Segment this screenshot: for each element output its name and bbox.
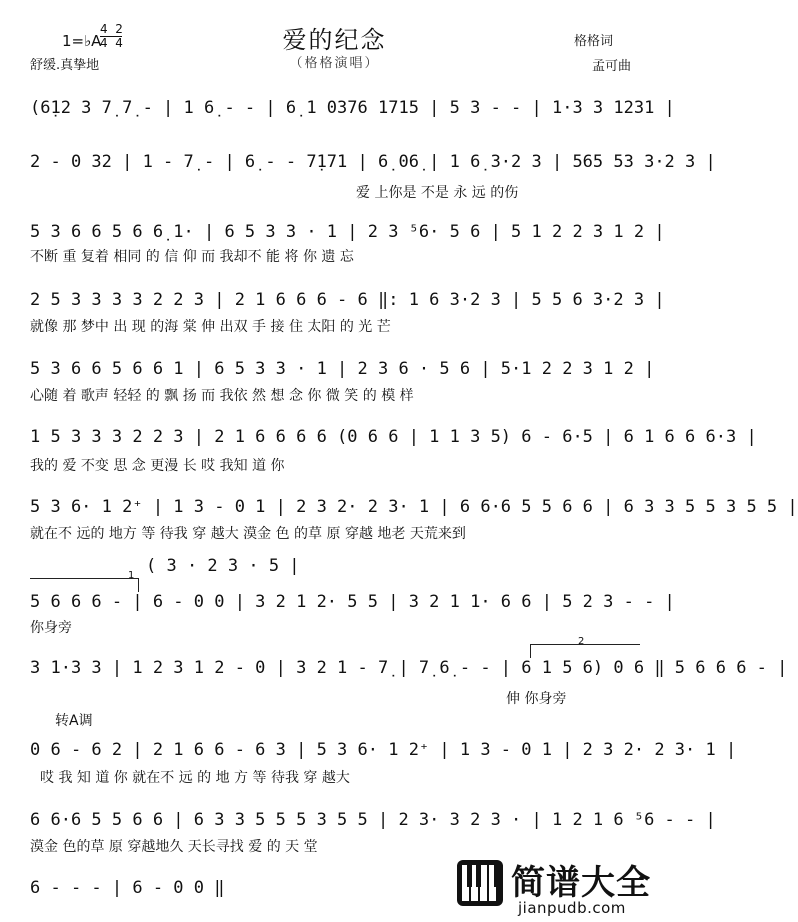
- performer-note: （格格演唱）: [289, 56, 380, 71]
- interlude-notes: ( 3 · 2 3 · 5 |: [146, 556, 300, 576]
- lyrics-row-3: 不断 重 复着 相同 的 信 仰 而 我却不 能 将 你 遗 忘: [30, 249, 354, 265]
- lyrics-row-8: 你身旁: [30, 620, 72, 636]
- lyrics-row-9: 伸 你身旁: [506, 691, 567, 707]
- volta-1-label: 1: [128, 570, 135, 581]
- site-watermark: [456, 855, 668, 922]
- score-row-4: 2 5 3 3 3 3 2 2 3 | 2 1 6 6 6 - 6 ‖: 1 6 3·2 3 | 5 5 6 3·2 3 |: [30, 290, 665, 310]
- watermark-name: 简谱大全: [511, 863, 651, 903]
- volta-2-label: 2: [578, 636, 585, 647]
- lyricist-credit: 格格词: [574, 34, 614, 49]
- score-row-1: (6̣12 3 7̣ 7̣ - | 1 6̣ - - | 6̣ 1 0376 1715 | 5 3 - - | 1·3 3 1231 |: [30, 98, 675, 118]
- score-row-8: 5 6 6 6 - | 6 - 0 0 | 3 2 1 2· 5 5 | 3 2 1 1· 6 6 | 5 2 3 - - |: [30, 592, 675, 612]
- lyrics-row-10: 哎 我 知 道 你 就在不 远 的 地 方 等 待我 穿 越大: [40, 770, 350, 786]
- composer-credit: 孟可曲: [592, 59, 632, 74]
- score-row-9: 3 1·3 3 | 1 2 3 1 2 - 0 | 3 2 1 - 7̣ | 7̣ 6̣ - - | 6 1 5 6) 0 6 ‖ 5 6 6 6 - |: [30, 658, 788, 678]
- lyrics-row-7: 就在不 远的 地方 等 待我 穿 越大 漠金 色 的草 原 穿越 地老 天荒来到: [30, 526, 466, 542]
- score-row-7: 5 3 6· 1 2⁺ | 1 3 - 0 1 | 2 3 2· 2 3· 1 | 6 6·6 5 5 6 6 | 6 3 3 5 5 3 5 5 |: [30, 497, 798, 517]
- key-signature: 1=♭A: [62, 32, 102, 50]
- score-row-5: 5 3 6 6 5 6 6 1 | 6 5 3 3 · 1 | 2 3 6 · 5 6 | 5·1 2 2 3 1 2 |: [30, 359, 655, 379]
- score-row-2: 2 - 0 32 | 1 - 7̣ - | 6̣ - - 7̣171 | 6̣ 06̣ | 1 6̣ 3·2 3 | 565 53 3·2 3 |: [30, 152, 716, 172]
- lyrics-row-4: 就像 那 梦中 出 现 的海 棠 伸 出双 手 接 住 太阳 的 光 芒: [30, 319, 391, 335]
- piano-logo-icon: [456, 859, 504, 907]
- time-signature: 4 2 4 4: [100, 22, 123, 50]
- score-row-10: 0 6 - 6 2 | 2 1 6 6 - 6 3 | 5 3 6· 1 2⁺ | 1 3 - 0 1 | 2 3 2· 2 3· 1 |: [30, 740, 737, 760]
- song-title: 爱的纪念: [282, 26, 387, 54]
- score-row-3: 5 3 6 6 5 6 6̣ 1· | 6 5 3 3 · 1 | 2 3 ⁵6· 5 6 | 5 1 2 2 3 1 2 |: [30, 222, 665, 242]
- lyrics-row-11: 漠金 色的草 原 穿越地久 天长寻找 爱 的 天 堂: [30, 839, 318, 855]
- lyrics-row-2: 爱 上你是 不是 永 远 的伤: [356, 185, 519, 201]
- volta-2-start: [530, 644, 531, 658]
- watermark-url: jianpudb.com: [518, 899, 626, 917]
- tempo-marking: 舒缓.真挚地: [30, 58, 100, 73]
- lyrics-row-5: 心随 着 歌声 轻轻 的 飘 扬 而 我依 然 想 念 你 微 笑 的 模 样: [30, 388, 414, 404]
- volta-1-end: [138, 578, 139, 592]
- score-row-12: 6 - - - | 6 - 0 0 ‖: [30, 878, 225, 898]
- volta-1-line: [30, 578, 138, 579]
- volta-2-line: [530, 644, 640, 645]
- modulation-marking: 转A调: [55, 713, 93, 729]
- lyrics-row-6: 我的 爱 不变 思 念 更漫 长 哎 我知 道 你: [30, 458, 285, 474]
- score-row-6: 1 5 3 3 3 2 2 3 | 2 1 6 6 6 6 (0 6 6 | 1 1 3 5) 6 - 6·5 | 6 1 6 6 6·3 |: [30, 427, 757, 447]
- score-row-11: 6 6·6 5 5 6 6 | 6 3 3 5 5 5 3 5 5 | 2 3· 3 2 3 · | 1 2 1 6 ⁵6 - - |: [30, 810, 716, 830]
